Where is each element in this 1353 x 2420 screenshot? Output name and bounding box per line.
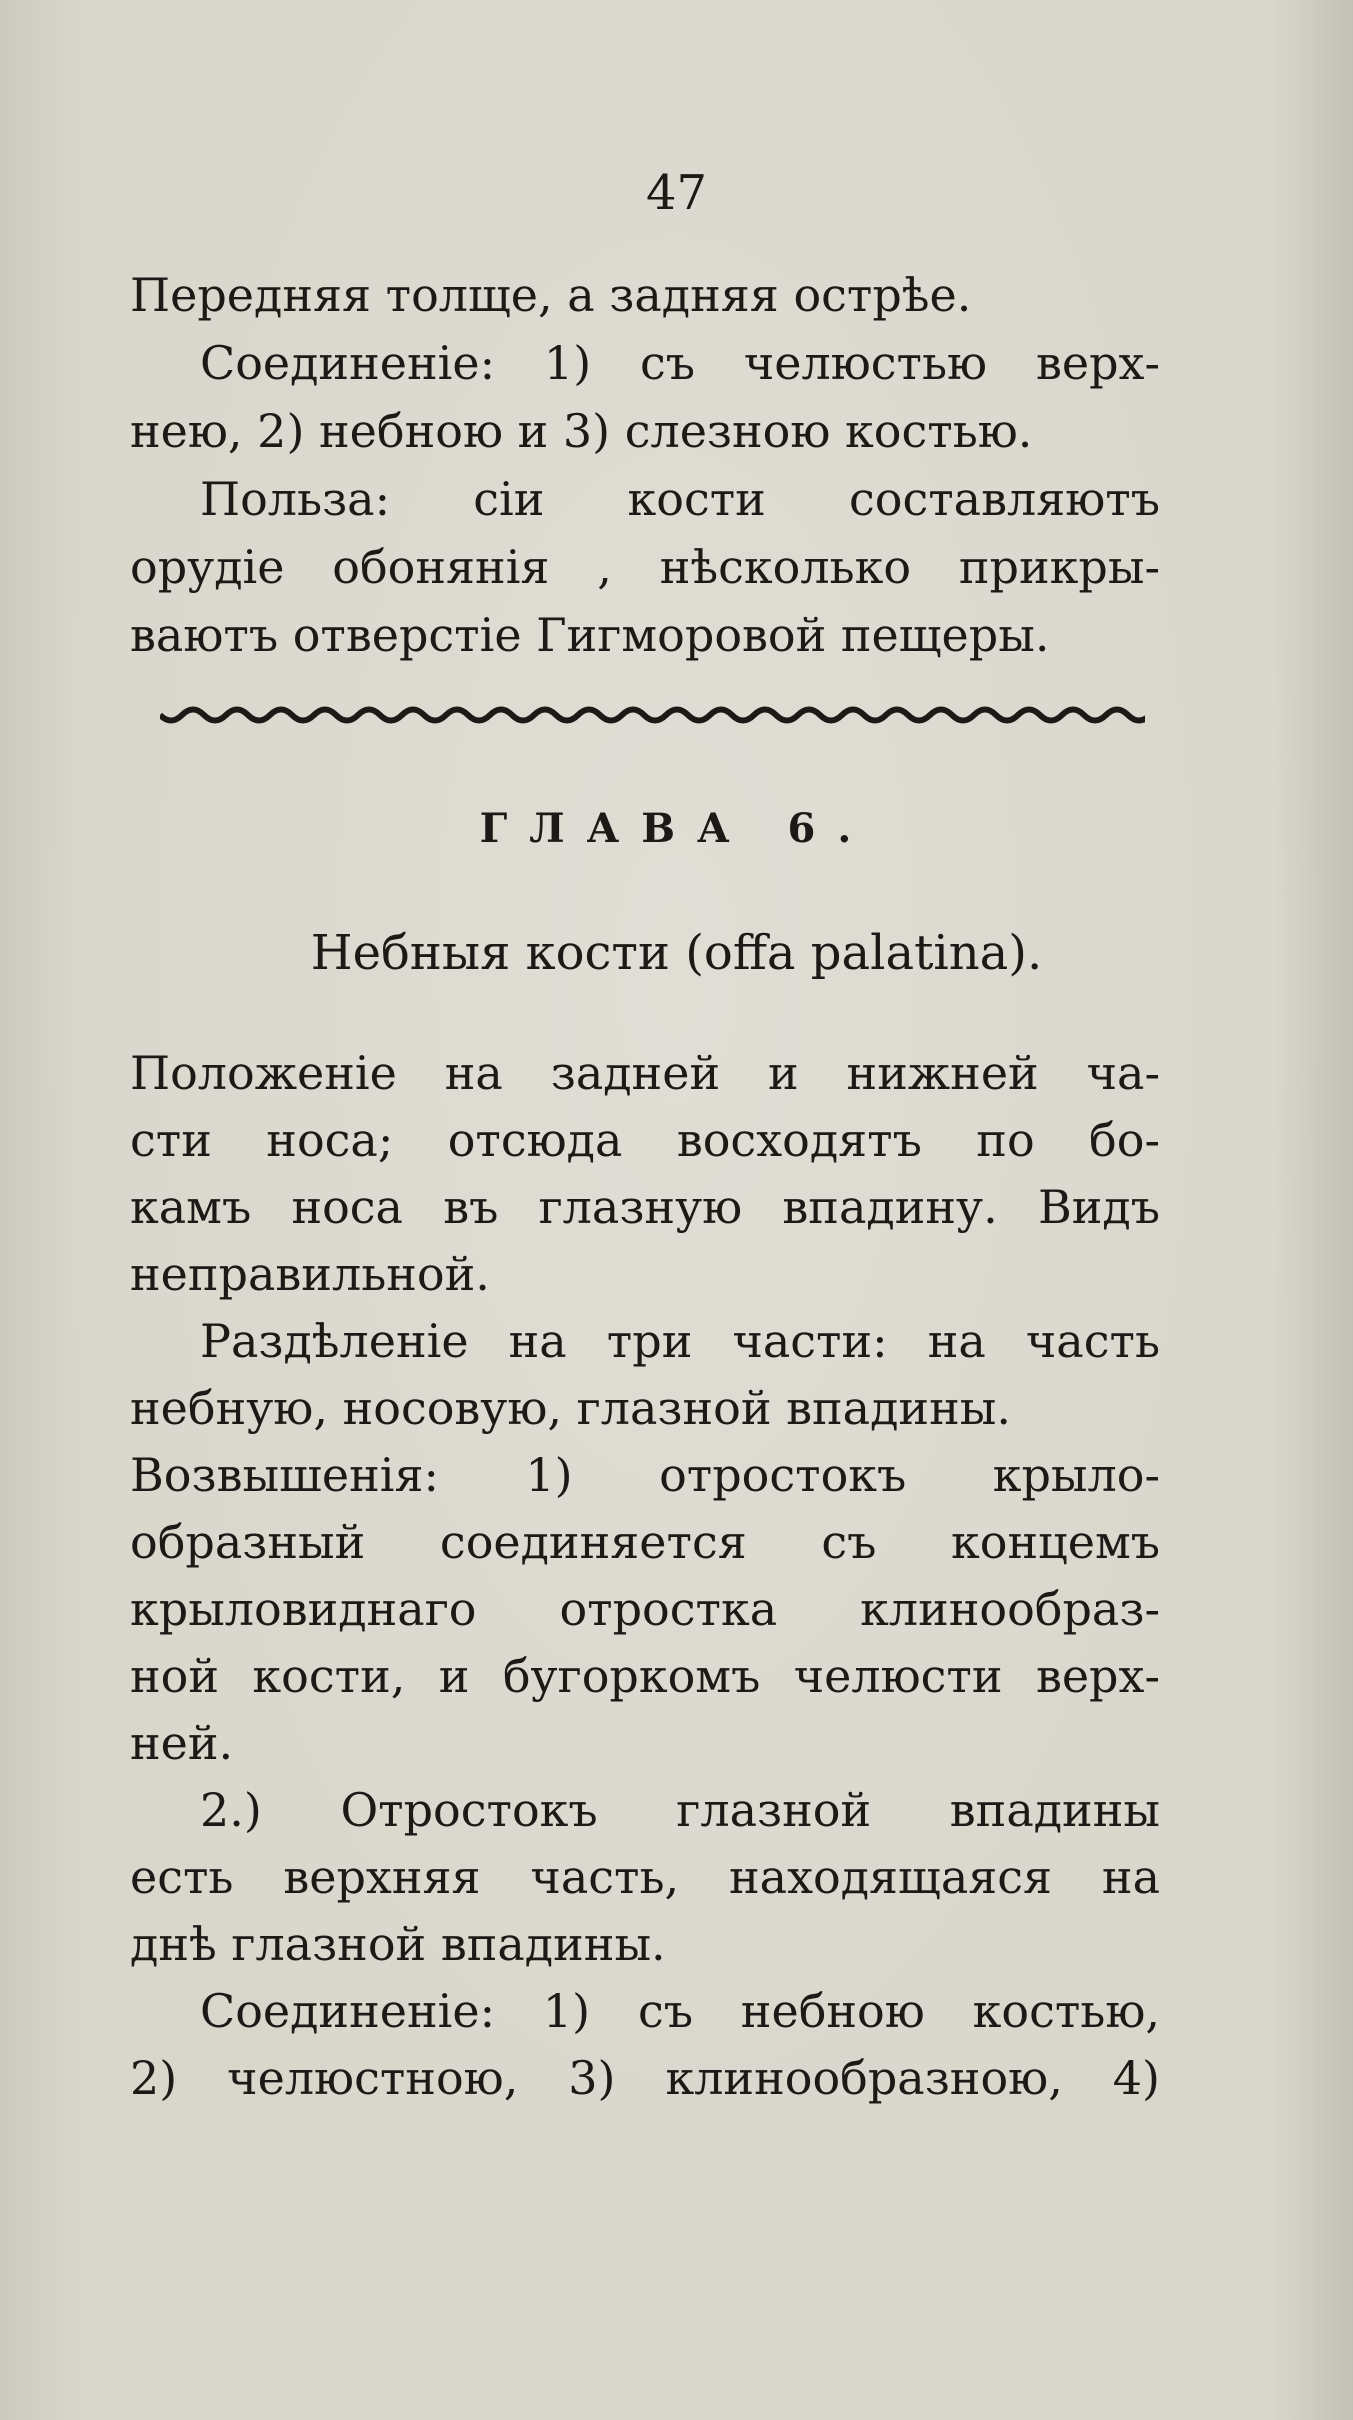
text-line: ней. [130, 1716, 234, 1770]
text-line: нею, 2) небною и 3) слезною костью. [130, 404, 1033, 458]
text-line: Соединеніе: 1) съ челюстью верх- [200, 336, 1160, 390]
text-line: неправильной. [130, 1247, 490, 1301]
text-line: Соединеніе: 1) съ небною костью, [200, 1984, 1160, 2038]
page-number: 47 [645, 165, 708, 221]
text-line: небную, носовую, глазной впадины. [130, 1381, 1011, 1435]
chapter-heading: ГЛАВА 6. [479, 805, 874, 852]
text-line: крыловиднаго отростка клинообраз- [130, 1582, 1160, 1636]
text-line: орудіе обонянія , нѣсколько прикры- [130, 540, 1160, 594]
text-line: Положеніе на задней и нижней ча- [130, 1046, 1160, 1100]
text-line: Возвышенія: 1) отростокъ крыло- [130, 1448, 1160, 1502]
text-line: Передняя толще, а задняя острѣе. [130, 268, 972, 322]
ornament-divider [160, 700, 1145, 730]
text-line: ваютъ отверстіе Гигморовой пещеры. [130, 608, 1050, 662]
text-line: есть верхняя часть, находящаяся на [130, 1850, 1160, 1904]
text-line: Раздѣленіе на три части: на часть [200, 1314, 1160, 1368]
body-paragraphs [130, 1040, 1160, 2112]
text-line: Польза: сіи кости составляютъ [200, 472, 1160, 526]
text-line: днѣ глазной впадины. [130, 1917, 666, 1971]
text-line: 2) челюстною, 3) клинообразною, 4) [130, 2051, 1160, 2105]
text-line: ной кости, и бугоркомъ челюсти верх- [130, 1649, 1160, 1703]
chapter-title: Небныя кости (offa palatina). [310, 925, 1043, 981]
top-paragraphs [130, 262, 1160, 670]
text-line: образный соединяется съ концемъ [130, 1515, 1160, 1569]
text-line: 2.) Отростокъ глазной впадины [200, 1783, 1160, 1837]
text-line: камъ носа въ глазную впадину. Видъ [130, 1180, 1160, 1234]
text-line: сти носа; отсюда восходятъ по бо- [130, 1113, 1160, 1167]
